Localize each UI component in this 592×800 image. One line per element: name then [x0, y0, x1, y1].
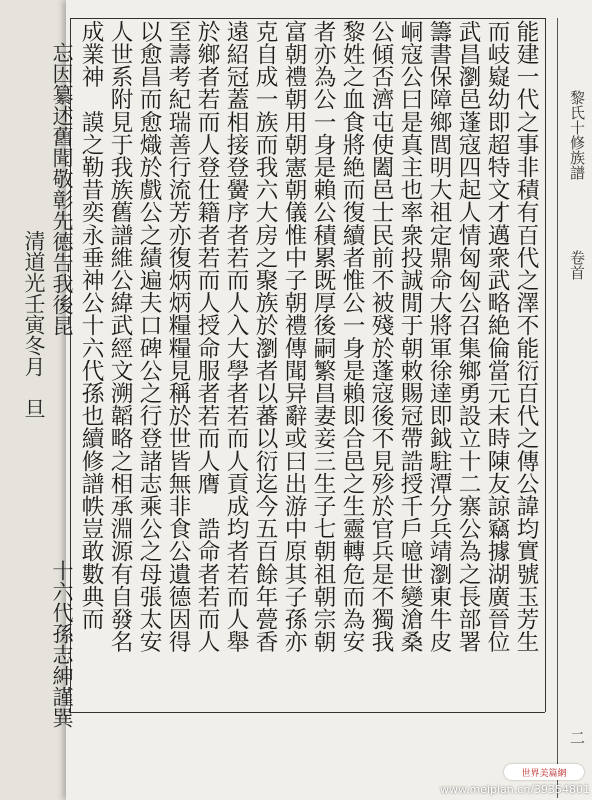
body-column-7: 黎姓之血食將絶而復續者惟公一身是賴即合邑之生靈轉危而為安	[339, 20, 365, 653]
volume-label: 卷首	[568, 250, 586, 280]
closing-column-1: 忘因纂述舊聞敬彰先德告我後昆	[50, 42, 74, 336]
body-column-11: 遠紹冠蓋相接登黌序者若而人入大學者若而人貢成均者若而人舉	[223, 20, 249, 653]
body-column-4: 籌書保障鄉閭明大祖定鼎命大將軍徐達即鉞駐潭分兵靖瀏東牛皮	[426, 20, 452, 653]
margin-rule	[557, 18, 558, 798]
frame-border-top	[70, 18, 545, 19]
watermark-badge: 世界美篇網	[504, 764, 584, 780]
body-column-12: 於鄉者若而人登仕籍者若而人授命服者若而人膺 誥命者若而人	[194, 20, 220, 653]
body-column-5: 峒寇公曰是真主也率衆投誠閒于朝敕賜冠帶誥授千戶噫世變滄桑	[397, 20, 423, 653]
body-column-16: 成業神 謨之勒昔奕永垂神公十六代孫也續修譜帙豈敢數典而	[78, 20, 104, 631]
signature-column: 十六代孫志紳謹巽	[50, 560, 74, 728]
frame-border-bottom	[70, 712, 545, 713]
body-column-10: 克自成一族而我六大房之聚族於瀏者以蕃以衍迄今五百餘年甍香	[252, 20, 278, 653]
body-column-15: 人世系附見于我族舊譜維公緯武經文溯韜略之相承淵源有自發名	[107, 20, 133, 653]
body-column-14: 以愈昌而愈熾於戲公之績遍夫口碑公之行登諸志乘公之母張太安	[136, 20, 162, 653]
body-column-2: 而岐嶷幼即超特文才邁衆武略絶倫當元末時陳友諒竊據湖廣晉位	[484, 20, 510, 653]
body-column-8: 者亦為公一身是賴公積累既厚後嗣繁昌妻妾三生子七朝祖朝宗朝	[310, 20, 336, 653]
body-column-6: 公傾否濟屯使闔邑士民前不被殘於蓬寇後不見殄於官兵是不獨我	[368, 20, 394, 653]
date-column: 清道光壬寅冬月 旦	[22, 230, 46, 419]
body-column-9: 富朝禮朝用朝憲朝儀惟中子朝禮傳聞异辭或曰出游中原其子孫亦	[281, 20, 307, 653]
body-column-1: 能建一代之事非積有百代之澤不能衍百代之傳公諱均實號玉芳生	[513, 20, 539, 653]
frame-border-right	[545, 18, 546, 712]
page-number: 二	[568, 730, 586, 745]
body-column-3: 武昌瀏邑蓬寇四起人情匈匈公召集鄉勇設立十二寨公為之長部署	[455, 20, 481, 653]
book-title: 黎氏十修族譜	[568, 90, 586, 180]
watermark-url: www.meipian.cn/39354801	[440, 783, 590, 796]
body-column-13: 至壽考紀瑞善行流芳亦復炳炳糧糧見稱於世皆無非食公遺德因得	[165, 20, 191, 653]
